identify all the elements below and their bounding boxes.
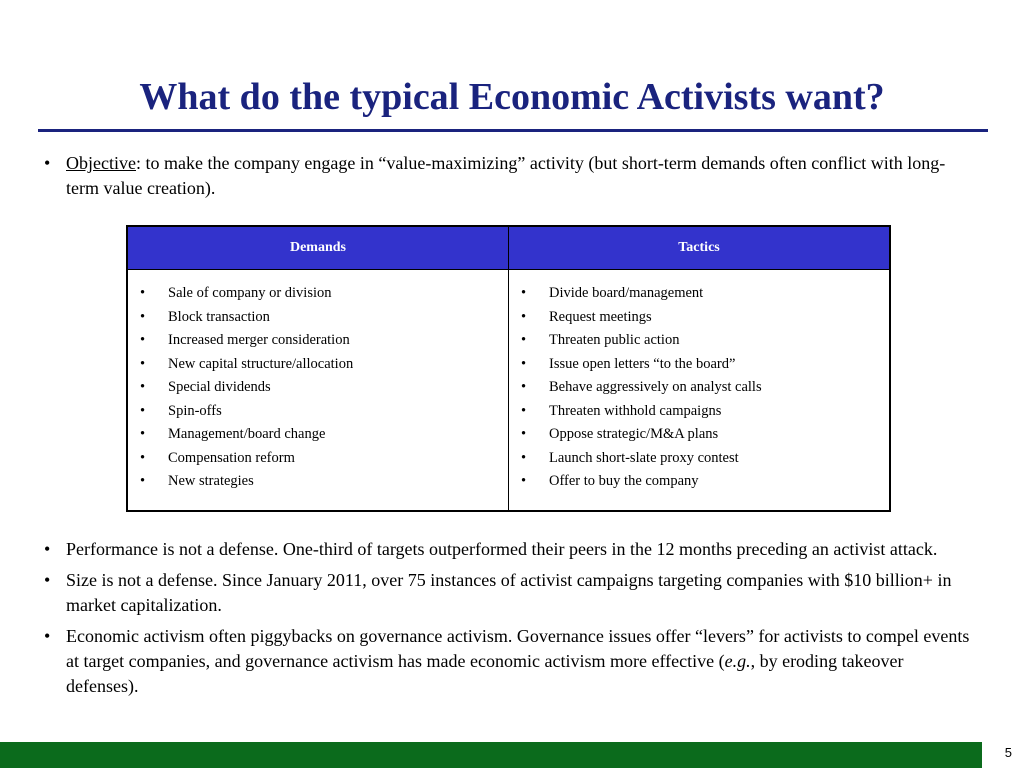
demands-item — [138, 306, 508, 330]
tactics-item — [519, 353, 889, 377]
demands-item — [138, 447, 508, 471]
demands-item-text: Block transaction — [168, 308, 270, 325]
tactics-list — [519, 282, 889, 494]
governance-text-pre: Economic activism often piggybacks on governance activism. Governance issues offer “levers” for activists to compel events at target companies, and governance activism has made economic activism more effective ( — [66, 626, 970, 671]
footer-bar — [0, 742, 982, 768]
bullet-icon: • — [521, 402, 527, 419]
tactics-item-text: Behave aggressively on analyst calls — [549, 379, 762, 395]
tactics-item-text: Divide board/management — [549, 285, 704, 301]
tactics-item — [519, 447, 889, 471]
tactics-item — [519, 470, 889, 494]
demands-tactics-table — [126, 225, 891, 512]
bullet-icon: • — [140, 308, 146, 325]
demands-item — [138, 353, 508, 377]
performance-text: Performance is not a defense. One-third of targets outperformed their peers in the 12 months preceding an activist attack. — [66, 539, 938, 559]
demands-item — [138, 282, 508, 306]
tactics-item — [519, 400, 889, 424]
tactics-item-text: Issue open letters “to the board” — [549, 355, 736, 372]
bullet-icon: • — [140, 426, 146, 442]
demands-item-text: Spin-offs — [168, 402, 222, 419]
bullet-icon: • — [140, 473, 146, 489]
objective-body: : to make the company engage in “value-maximizing” activity (but short-term demands often conflict with long-term value creation). — [66, 153, 946, 198]
demands-header: Demands — [128, 227, 509, 270]
tactics-item — [519, 376, 889, 400]
demands-item — [138, 470, 508, 494]
bullet-icon: • — [140, 332, 146, 348]
bullet-icon: • — [521, 473, 527, 489]
demands-cell — [128, 270, 509, 511]
tactics-item-text: Threaten withhold campaigns — [549, 402, 722, 419]
tactics-item-text: Threaten public action — [549, 332, 680, 348]
bullet-icon: • — [521, 332, 527, 348]
bullet-icon: • — [140, 355, 146, 372]
demands-item-text: Special dividends — [168, 379, 271, 395]
tactics-item-text: Offer to buy the company — [549, 473, 699, 489]
objective-text — [66, 151, 974, 201]
demands-item-text: Management/board change — [168, 426, 326, 442]
size-text: Size is not a defense. Since January 2011, over 75 instances of activist campaigns targeting companies with $10 billion+ in market capitalization. — [66, 570, 952, 615]
page-number: 5 — [1004, 745, 1012, 760]
bullet-icon: • — [44, 539, 51, 559]
governance-text-italic: e.g. — [724, 651, 751, 671]
bullet-icon: • — [44, 570, 51, 590]
slide-title: What do the typical Economic Activists want? — [139, 76, 885, 118]
bullet-icon: • — [140, 379, 146, 395]
tactics-item — [519, 423, 889, 447]
bullet-icon: • — [140, 449, 146, 466]
findings-bullets — [44, 537, 974, 699]
demands-item — [138, 423, 508, 447]
governance-text-post: , by eroding takeover defenses). — [66, 651, 904, 696]
objective-label: Objective — [66, 153, 136, 173]
tactics-item — [519, 282, 889, 306]
tactics-item-text: Request meetings — [549, 308, 652, 325]
demands-item-text: Sale of company or division — [168, 285, 332, 301]
demands-item-text: Compensation reform — [168, 449, 295, 466]
governance-bullet — [44, 624, 974, 699]
bullet-icon: • — [521, 426, 527, 442]
bullet-icon: • — [521, 379, 527, 395]
bullet-icon: • — [521, 355, 527, 372]
title-divider — [38, 129, 988, 132]
bullet-icon: • — [521, 308, 527, 325]
tactics-item-text: Launch short-slate proxy contest — [549, 449, 739, 466]
performance-bullet — [44, 537, 974, 562]
demands-item-text: Increased merger consideration — [168, 332, 350, 348]
bullet-icon: • — [521, 285, 527, 301]
tactics-cell — [509, 270, 890, 511]
bullet-icon: • — [44, 626, 51, 646]
demands-item — [138, 329, 508, 353]
tactics-item — [519, 329, 889, 353]
bullet-icon: • — [44, 153, 51, 173]
bullet-icon: • — [140, 402, 146, 419]
objective-bullet — [44, 151, 974, 201]
tactics-item — [519, 306, 889, 330]
demands-item — [138, 376, 508, 400]
governance-text — [66, 624, 974, 699]
bullet-icon: • — [140, 285, 146, 301]
tactics-header: Tactics — [509, 227, 890, 270]
demands-list — [138, 282, 508, 494]
size-bullet — [44, 568, 974, 618]
tactics-item-text: Oppose strategic/M&A plans — [549, 426, 719, 442]
demands-item-text: New strategies — [168, 473, 254, 489]
bullet-icon: • — [521, 449, 527, 466]
demands-item — [138, 400, 508, 424]
demands-item-text: New capital structure/allocation — [168, 355, 354, 372]
